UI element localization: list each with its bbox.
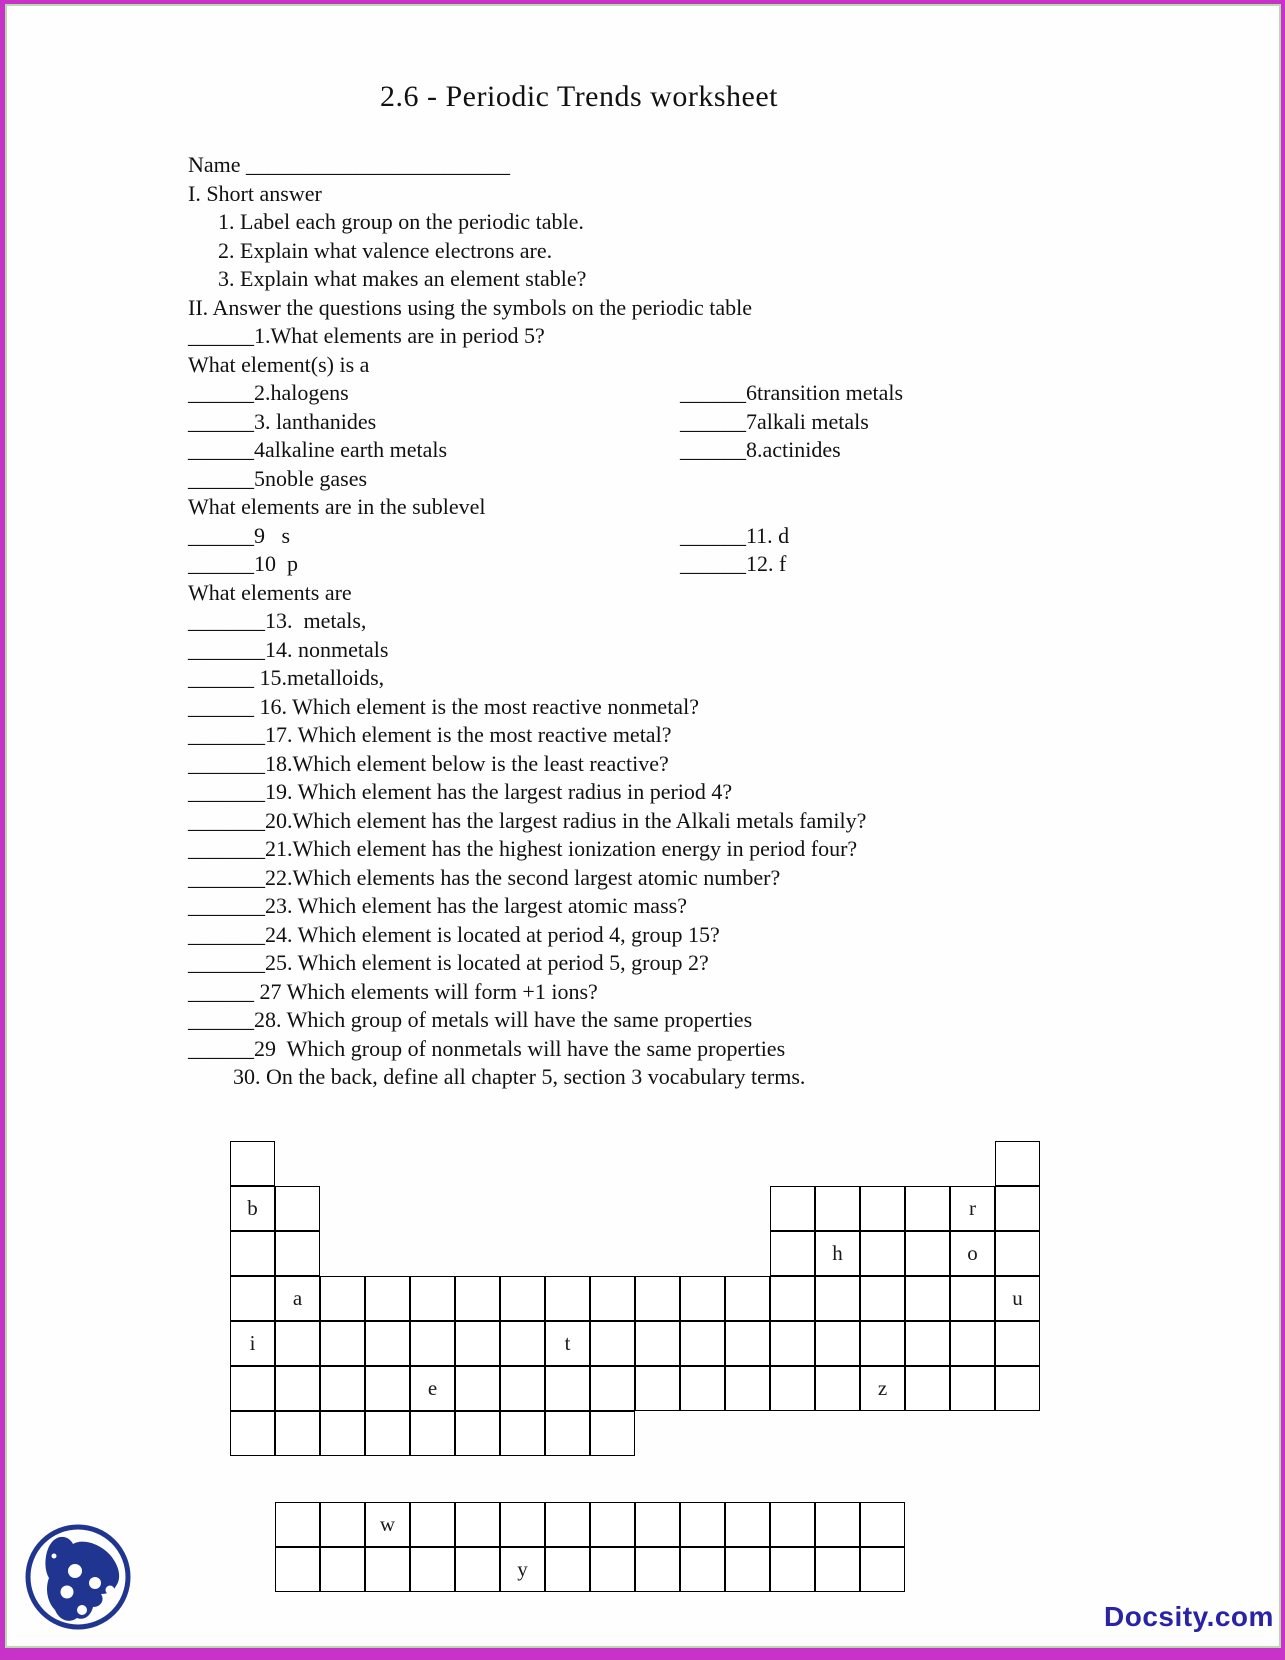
line-text: 1. Label each group on the periodic table. — [218, 209, 584, 234]
line-text: ______ 15.metalloids, — [188, 665, 385, 690]
worksheet-line — [188, 921, 866, 950]
line-text: 30. On the back, define all chapter 5, section 3 vocabulary terms. — [233, 1064, 806, 1089]
table-cell — [680, 1502, 725, 1547]
table-cell — [815, 1502, 860, 1547]
worksheet-line — [188, 151, 866, 180]
table-cell — [590, 1502, 635, 1547]
table-cell — [320, 1276, 365, 1321]
line-text: What elements are in the sublevel — [188, 494, 486, 519]
table-cell — [635, 1321, 680, 1366]
line-text: _______20.Which element has the largest radius in the Alkali metals family? — [188, 807, 867, 833]
line-text: _______22.Which elements has the second largest atomic number? — [188, 864, 781, 890]
worksheet-line — [188, 408, 869, 437]
line-text: ______5noble gases — [188, 465, 368, 491]
worksheet-line — [188, 208, 866, 237]
line-text: _______19. Which element has the largest radius in period 4? — [188, 779, 733, 804]
table-cell — [905, 1366, 950, 1411]
table-cell — [500, 1321, 545, 1366]
table-cell — [725, 1502, 770, 1547]
table-cell — [815, 1186, 860, 1231]
table-cell — [365, 1411, 410, 1456]
table-cell — [725, 1321, 770, 1366]
table-cell — [275, 1231, 320, 1276]
table-cell — [635, 1276, 680, 1321]
table-cell — [770, 1502, 815, 1547]
table-cell: w — [365, 1502, 410, 1547]
line-text: ______28. Which group of metals will have the same properties — [188, 1007, 753, 1032]
line-text: _______23. Which element has the largest atomic mass? — [188, 893, 687, 918]
table-cell — [230, 1276, 275, 1321]
table-cell — [230, 1366, 275, 1411]
table-cell — [500, 1411, 545, 1456]
line-text: I. Short answer — [188, 180, 322, 206]
table-cell — [815, 1321, 860, 1366]
table-cell — [455, 1276, 500, 1321]
worksheet-line — [188, 1035, 866, 1064]
line-text: _______14. nonmetals — [188, 636, 389, 662]
table-cell — [725, 1276, 770, 1321]
table-cell — [680, 1366, 725, 1411]
table-cell — [545, 1276, 590, 1321]
line-text: What element(s) is a — [188, 351, 370, 377]
table-cell — [590, 1366, 635, 1411]
table-cell — [545, 1411, 590, 1456]
table-cell: b — [230, 1186, 275, 1231]
table-cell — [680, 1276, 725, 1321]
worksheet-line — [188, 180, 866, 209]
worksheet-line — [188, 664, 866, 693]
table-cell — [590, 1321, 635, 1366]
docsity-watermark-link[interactable]: Docsity.com — [1104, 1601, 1274, 1632]
table-cell: r — [950, 1186, 995, 1231]
table-cell — [770, 1186, 815, 1231]
line-text: ______10 p — [188, 551, 298, 576]
table-cell — [770, 1276, 815, 1321]
table-cell — [590, 1276, 635, 1321]
line-text: 2. Explain what valence electrons are. — [218, 237, 553, 263]
table-cell — [860, 1186, 905, 1231]
table-cell — [500, 1276, 545, 1321]
worksheet-line — [188, 579, 866, 608]
line-text: _______17. Which element is the most reactive metal? — [188, 722, 672, 747]
worksheet-line — [188, 750, 866, 779]
table-cell — [770, 1231, 815, 1276]
table-cell — [455, 1321, 500, 1366]
table-cell — [230, 1141, 275, 1186]
table-cell — [320, 1502, 365, 1547]
table-cell — [275, 1547, 320, 1592]
table-cell — [905, 1276, 950, 1321]
table-cell — [995, 1321, 1040, 1366]
line-text: Name ________________________ — [188, 152, 511, 177]
table-cell — [320, 1547, 365, 1592]
table-cell — [860, 1321, 905, 1366]
table-cell — [545, 1547, 590, 1592]
worksheet-line — [188, 322, 866, 351]
worksheet-line — [188, 265, 866, 294]
table-cell — [770, 1321, 815, 1366]
table-cell — [770, 1366, 815, 1411]
line-text: _______13. metals, — [188, 608, 367, 633]
table-cell: t — [545, 1321, 590, 1366]
table-cell — [275, 1366, 320, 1411]
table-cell: h — [815, 1231, 860, 1276]
table-cell — [905, 1186, 950, 1231]
worksheet-line — [188, 550, 866, 579]
table-cell: y — [500, 1547, 545, 1592]
line-text: _______25. Which element is located at period 5, group 2? — [188, 950, 709, 975]
line-text: II. Answer the questions using the symbols on the periodic table — [188, 294, 752, 320]
table-cell: e — [410, 1366, 455, 1411]
table-cell — [905, 1321, 950, 1366]
table-cell: i — [230, 1321, 275, 1366]
line-text: ______29 Which group of nonmetals will have the same properties — [188, 1035, 786, 1061]
table-cell — [815, 1547, 860, 1592]
table-cell — [905, 1231, 950, 1276]
table-cell — [635, 1502, 680, 1547]
table-cell — [545, 1366, 590, 1411]
table-cell — [365, 1276, 410, 1321]
table-cell: u — [995, 1276, 1040, 1321]
table-cell — [680, 1321, 725, 1366]
table-cell — [950, 1366, 995, 1411]
line-text: ______1.What elements are in period 5? — [188, 323, 545, 348]
table-cell — [455, 1366, 500, 1411]
table-cell — [365, 1547, 410, 1592]
line-text: _______24. Which element is located at period 4, group 15? — [188, 921, 720, 947]
worksheet-line — [188, 1063, 866, 1092]
worksheet-line — [188, 522, 866, 551]
table-cell — [320, 1366, 365, 1411]
table-cell — [950, 1321, 995, 1366]
table-cell — [680, 1547, 725, 1592]
table-cell — [275, 1321, 320, 1366]
line-text: ______ 27 Which elements will form +1 ions? — [188, 978, 598, 1004]
table-cell — [410, 1321, 455, 1366]
table-cell — [635, 1547, 680, 1592]
table-cell — [320, 1411, 365, 1456]
line-text: What elements are — [188, 579, 352, 605]
worksheet-line — [188, 379, 904, 408]
table-cell — [500, 1366, 545, 1411]
line-text: ______ 16. Which element is the most reactive nonmetal? — [188, 693, 699, 719]
table-cell — [995, 1141, 1040, 1186]
table-cell — [500, 1502, 545, 1547]
docsity-logo-icon — [23, 1522, 133, 1632]
table-cell — [815, 1276, 860, 1321]
worksheet-line — [188, 835, 866, 864]
table-cell — [635, 1366, 680, 1411]
worksheet-line — [188, 807, 866, 836]
table-cell — [950, 1276, 995, 1321]
table-cell — [860, 1276, 905, 1321]
table-cell — [410, 1502, 455, 1547]
worksheet-line — [188, 693, 866, 722]
table-cell — [995, 1231, 1040, 1276]
table-cell — [230, 1231, 275, 1276]
line-text: ______3. lanthanides — [188, 408, 377, 434]
page-title: 2.6 - Periodic Trends worksheet — [380, 80, 778, 113]
worksheet-line — [188, 778, 866, 807]
table-cell — [725, 1547, 770, 1592]
line-text-right: ______7alkali metals — [680, 408, 869, 434]
table-cell — [365, 1321, 410, 1366]
line-text-right: ______8.actinides — [680, 437, 841, 462]
table-cell — [275, 1186, 320, 1231]
table-cell: a — [275, 1276, 320, 1321]
line-text-right: ______12. f — [680, 551, 787, 576]
worksheet-line — [188, 493, 866, 522]
worksheet-line — [188, 294, 866, 323]
worksheet-line — [188, 351, 866, 380]
table-cell — [365, 1366, 410, 1411]
table-cell — [770, 1547, 815, 1592]
table-cell — [995, 1186, 1040, 1231]
table-cell — [275, 1502, 320, 1547]
line-text: _______21.Which element has the highest ionization energy in period four? — [188, 836, 858, 861]
worksheet-line — [188, 864, 866, 893]
worksheet-body — [188, 151, 904, 1092]
line-text-right: ______6transition metals — [680, 380, 904, 405]
table-cell — [860, 1547, 905, 1592]
table-cell — [455, 1547, 500, 1592]
table-cell — [410, 1547, 455, 1592]
table-cell: z — [860, 1366, 905, 1411]
table-cell — [545, 1502, 590, 1547]
table-cell — [320, 1321, 365, 1366]
worksheet-line — [188, 978, 866, 1007]
table-cell — [275, 1411, 320, 1456]
line-text: ______9 s — [188, 522, 291, 548]
worksheet-line — [188, 436, 866, 465]
worksheet-line — [188, 721, 866, 750]
table-cell — [455, 1502, 500, 1547]
table-cell — [995, 1366, 1040, 1411]
worksheet-line — [188, 465, 866, 494]
worksheet-line — [188, 607, 866, 636]
table-cell — [860, 1502, 905, 1547]
table-cell — [410, 1276, 455, 1321]
worksheet-line — [188, 949, 866, 978]
table-cell — [860, 1231, 905, 1276]
line-text: ______2.halogens — [188, 380, 349, 405]
worksheet-line — [188, 892, 866, 921]
table-cell — [815, 1366, 860, 1411]
worksheet-line — [188, 237, 866, 266]
table-cell — [455, 1411, 500, 1456]
table-cell — [230, 1411, 275, 1456]
worksheet-line — [188, 636, 866, 665]
table-cell — [725, 1366, 770, 1411]
line-text-right: ______11. d — [680, 522, 790, 548]
table-cell — [590, 1411, 635, 1456]
table-cell — [410, 1411, 455, 1456]
line-text: ______4alkaline earth metals — [188, 437, 448, 462]
line-text: _______18.Which element below is the least reactive? — [188, 750, 669, 776]
worksheet-line — [188, 1006, 866, 1035]
table-cell — [590, 1547, 635, 1592]
line-text: 3. Explain what makes an element stable? — [218, 266, 587, 291]
table-cell: o — [950, 1231, 995, 1276]
